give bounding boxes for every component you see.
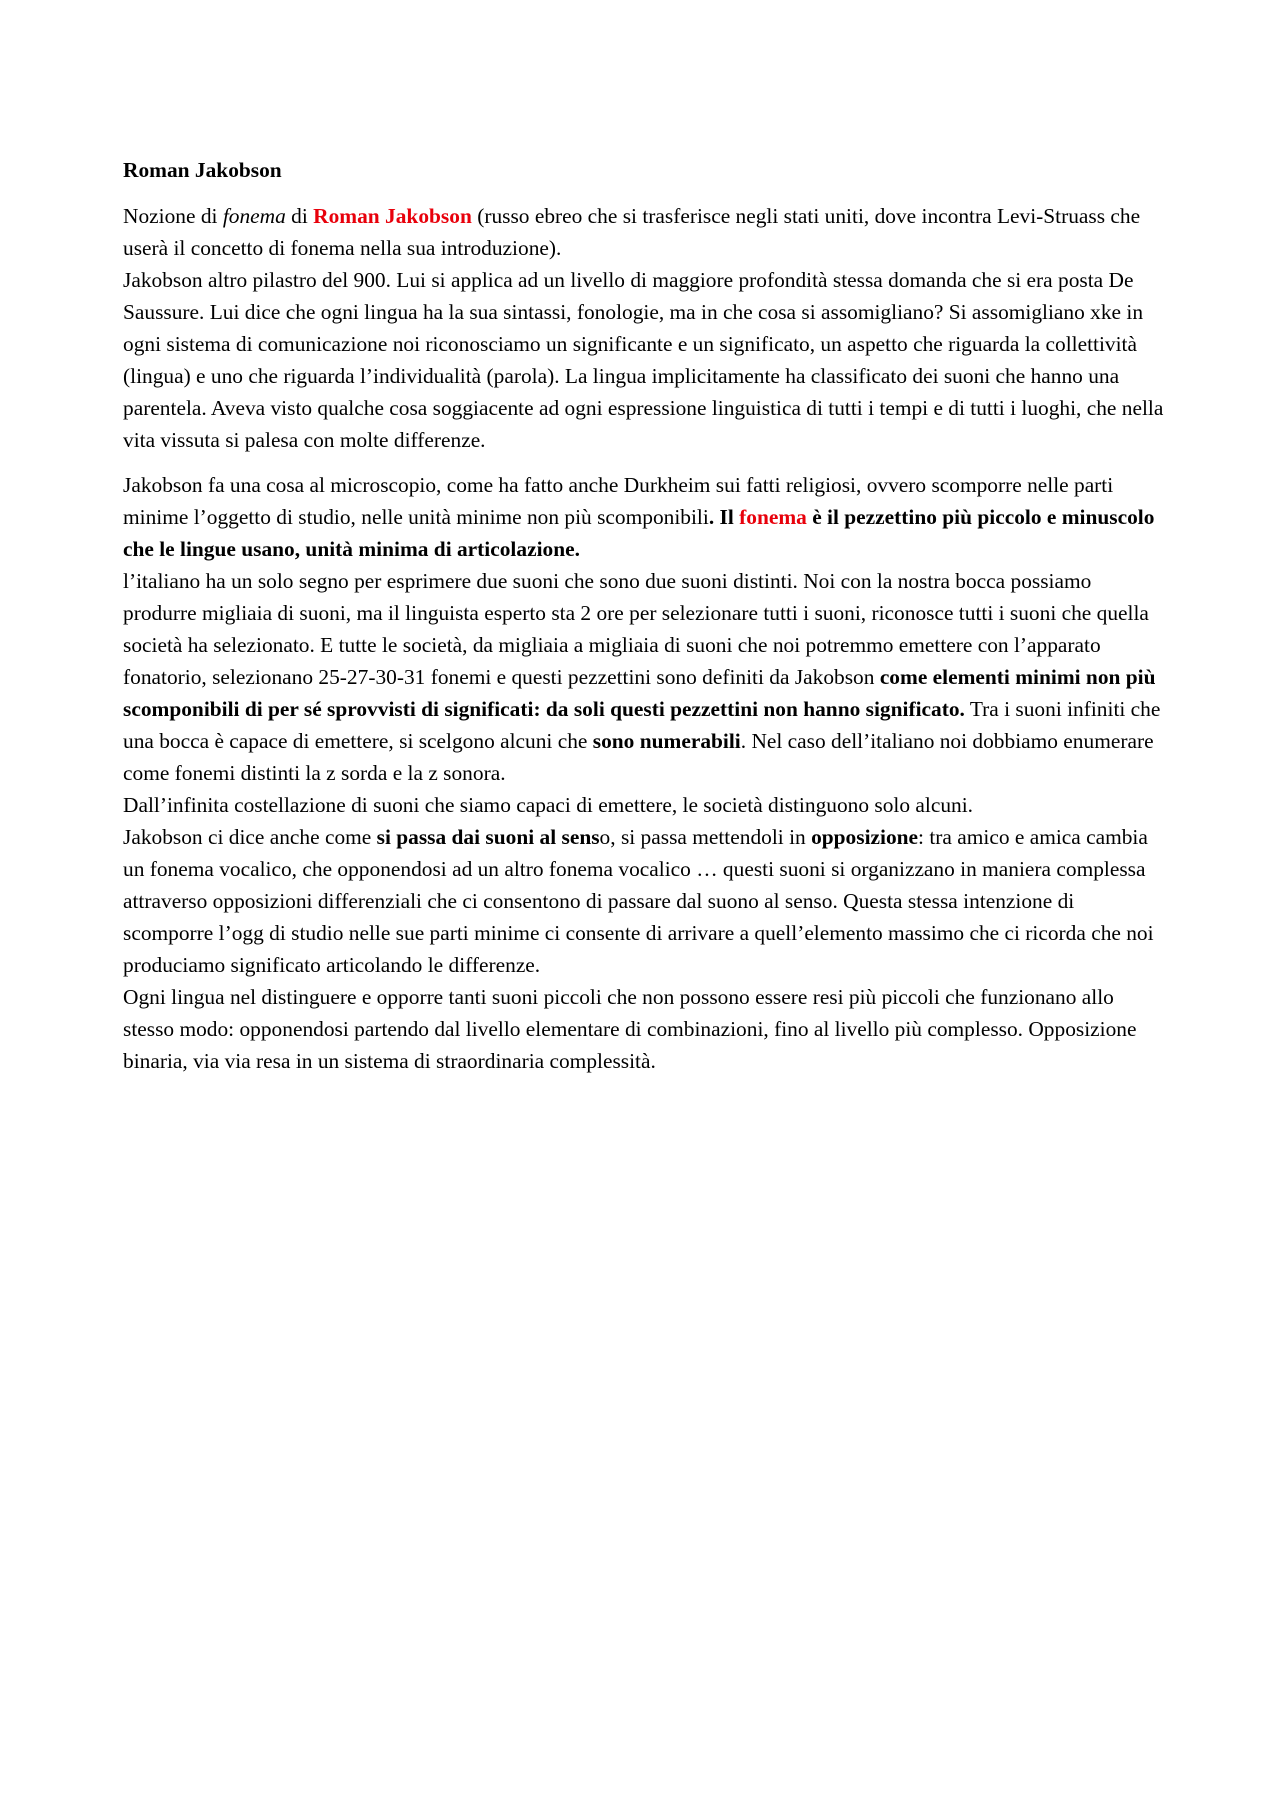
bold-term-opposizione: opposizione [811, 825, 919, 849]
paragraph-costellazione: Dall’infinita costellazione di suoni che siamo capaci di emettere, le società distinguono solo alcuni. [123, 793, 974, 817]
text-run: l’italiano ha un solo segno per esprimere due suoni che sono due suoni distinti. Noi con la nostra bocca possiamo produrre migliaia di suoni, ma il linguista esperto sta 2 ore per selezionare tutti i suoni, riconosce tutti i suoni che quella società ha selezionato. E tutte le società, da migliaia a migliaia di suoni che noi potremmo emettere con l’apparato fonatorio, selezionano 25-27-30-31 fonemi e questi pezzettini sono definiti da Jakobson [123, 569, 1149, 689]
paragraph-microscopio [123, 469, 1165, 565]
paragraph-opposizione [123, 821, 1165, 981]
text-run: : tra amico e amica cambia un fonema vocalico, che opponendosi ad un altro fonema vocalico … questi suoni si organizzano in maniera complessa attraverso opposizioni differenziali che ci consentono di passare dal suono al senso. Questa stessa intenzione di scomporre l’ogg di studio nelle sue parti minime ci consente di arrivare a quell’elemento massimo che ci ricorda che noi produciamo significato articolando le differenze. [123, 825, 1154, 977]
text-run: Nozione di [123, 204, 223, 228]
highlight-term-fonema: fonema [739, 505, 807, 529]
text-run: di [285, 204, 314, 228]
document-page [123, 154, 1165, 1077]
text-run: Jakobson fa una cosa al microscopio, come ha fatto anche Durkheim sui fatti religiosi, ovvero scomporre nelle parti minime l’oggetto di studio, nelle unità minime non più scomponibili [123, 473, 1114, 529]
paragraph-italiano [123, 565, 1165, 789]
text-run: . Nel caso dell’italiano noi dobbiamo enumerare come fonemi distinti la z sorda e la z sonora. [123, 729, 1154, 785]
bold-run: si passa dai suoni al sens [376, 825, 600, 849]
bold-run: sono numerabili [592, 729, 741, 753]
paragraph-ogni-lingua: Ogni lingua nel distinguere e opporre tanti suoni piccoli che non possono essere resi più piccoli che funzionano allo stesso modo: opponendosi partendo dal livello elementare di combinazioni, fino al livello più complesso. Opposizione binaria, via via resa in un sistema di straordinaria complessità. [123, 985, 1137, 1073]
text-run: Tra i suoni infiniti che una bocca è capace di emettere, si scelgono alcuni che [123, 697, 1161, 753]
paragraph-pilastro: Jakobson altro pilastro del 900. Lui si applica ad un livello di maggiore profondità stessa domanda che si era posta De Saussure. Lui dice che ogni lingua ha la sua sintassi, fonologie, ma in che cosa si assomigliano? Si assomigliano xke in ogni sistema di comunicazione noi riconosciamo un significante e un significato, un aspetto che riguarda la collettività (lingua) e uno che riguarda l’individualità (parola). La lingua implicitamente ha classificato dei suoni che hanno una parentela. Aveva visto qualche cosa soggiacente ad ogni espressione linguistica di tutti i tempi e di tutti i luoghi, che nella vita vissuta si palesa con molte differenze. [123, 268, 1164, 452]
text-run: (russo ebreo che si trasferisce negli stati uniti, dove incontra Levi-Struass che userà il concetto di fonema nella sua introduzione). [123, 204, 1141, 260]
italic-term-fonema: fonema [222, 204, 286, 228]
bold-definition: come elementi minimi non più scomponibili di per sé sprovvisti di significati: da soli questi pezzettini non hanno significato. [123, 665, 1156, 721]
text-run: Jakobson ci dice anche come [123, 825, 377, 849]
document-title: Roman Jakobson [123, 158, 282, 182]
paragraph-intro [123, 200, 1165, 264]
highlight-name-roman-jakobson: Roman Jakobson [313, 204, 472, 228]
bold-run: . Il [708, 505, 740, 529]
text-run: o, si passa mettendoli in [599, 825, 812, 849]
bold-definition: è il pezzettino più piccolo e minuscolo che le lingue usano, unità minima di articolazione. [123, 505, 1155, 561]
